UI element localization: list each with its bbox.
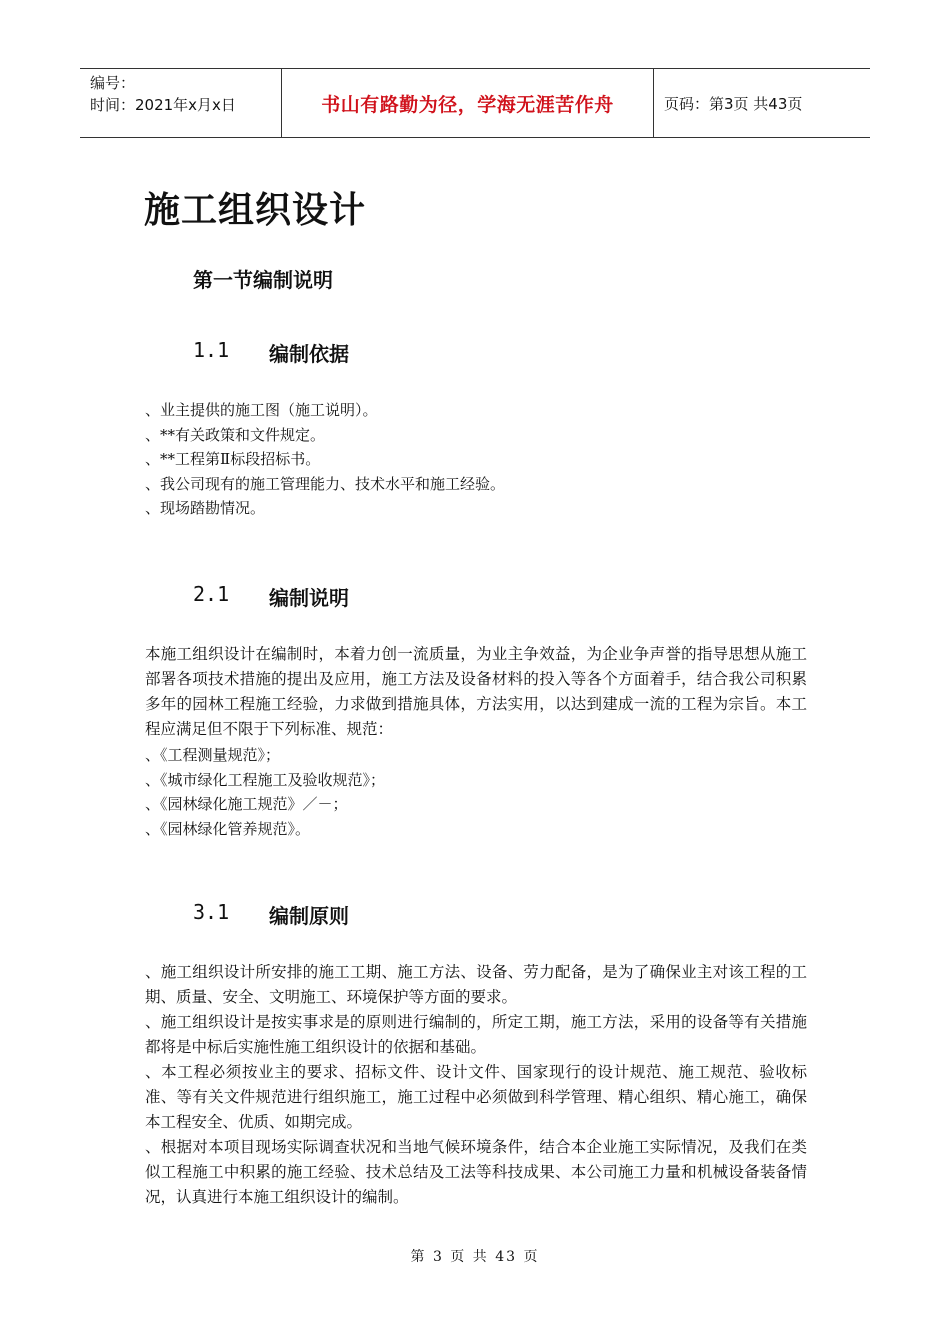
- list-item: 、《园林绿化施工规范》／－；: [145, 795, 348, 813]
- id-label: 编号：: [90, 74, 136, 92]
- principle-paragraph: 、施工组织设计是按实事求是的原则进行编制的，所定工期，施工方法，采用的设备等有关措施都将是中标后实施性施工组织设计的依据和基础。: [145, 1013, 807, 1056]
- subsection-number: 3.1: [193, 900, 230, 924]
- page-header: [80, 68, 870, 138]
- subsection-number: 1.1: [193, 338, 230, 362]
- list-item: 、**工程第Ⅱ标段招标书。: [145, 450, 321, 468]
- list-item: 、《园林绿化管养规范》。: [145, 819, 311, 838]
- principle-paragraph: 、根据对本项目现场实际调查状况和当地气候环境条件，结合本企业施工实际情况，及我们在类似工程施工中积累的施工经验、技术总结及工法等科技成果、本公司施工力量和机械设备装备情况，认真进行本施工组织设计的编制。: [145, 1138, 807, 1206]
- list-item: 、现场踏勘情况。: [145, 499, 266, 517]
- page-info: 页码：第3页 共43页: [664, 94, 803, 113]
- list-item: 、我公司现有的施工管理能力、技术水平和施工经验。: [145, 474, 506, 493]
- list-item: 、《城市绿化工程施工及验收规范》；: [145, 770, 386, 789]
- principle-paragraph: 、本工程必须按业主的要求、招标文件、设计文件、国家现行的设计规范、施工规范、验收标准、等有关文件规范进行组织施工，施工过程中必须做到科学管理、精心组织、精心施工，确保本工程安全、优质、如期完成。: [145, 1063, 807, 1131]
- list-item: 、业主提供的施工图（施工说明）。: [145, 401, 378, 419]
- list-item: 、**有关政策和文件规定。: [145, 425, 326, 444]
- document-title: 施工组织设计: [144, 190, 367, 231]
- basis-list: [145, 398, 810, 521]
- header-meta: [80, 69, 282, 137]
- subsection-label: 编制依据: [269, 342, 349, 366]
- principles-block: [145, 960, 807, 1210]
- subsection-heading-2: [193, 582, 349, 611]
- header-motto-cell: [282, 69, 654, 137]
- standards-list: [145, 743, 810, 841]
- list-item: 、《工程测量规范》；: [145, 746, 281, 764]
- subsection-label: 编制说明: [269, 586, 349, 610]
- motto: 书山有路勤为径，学海无涯苦作舟: [321, 93, 614, 116]
- header-page-info-cell: [654, 69, 870, 137]
- page-footer: 第 3 页 共 43 页: [410, 1249, 540, 1265]
- date-label: 时间：2021年x月x日: [90, 96, 236, 114]
- explanation-paragraph: 本施工组织设计在编制时，本着力创一流质量，为业主争效益，为企业争声誉的指导思想从施工部署各项技术措施的提出及应用，施工方法及设备材料的投入等各个方面着手，结合我公司积累多年的园林工程施工经验，力求做到措施具体，方法实用，以达到建成一流的工程为宗旨。本工程应满足但不限于下列标准、规范：: [145, 645, 807, 738]
- subsection-number: 2.1: [193, 582, 230, 606]
- subsection-label: 编制原则: [269, 904, 349, 928]
- subsection-heading-3: [193, 900, 349, 929]
- subsection-heading-1: [193, 338, 349, 367]
- principle-paragraph: 、施工组织设计所安排的施工工期、施工方法、设备、劳力配备，是为了确保业主对该工程的工期、质量、安全、文明施工、环境保护等方面的要求。: [145, 963, 807, 1006]
- section-title: 第一节编制说明: [193, 268, 333, 292]
